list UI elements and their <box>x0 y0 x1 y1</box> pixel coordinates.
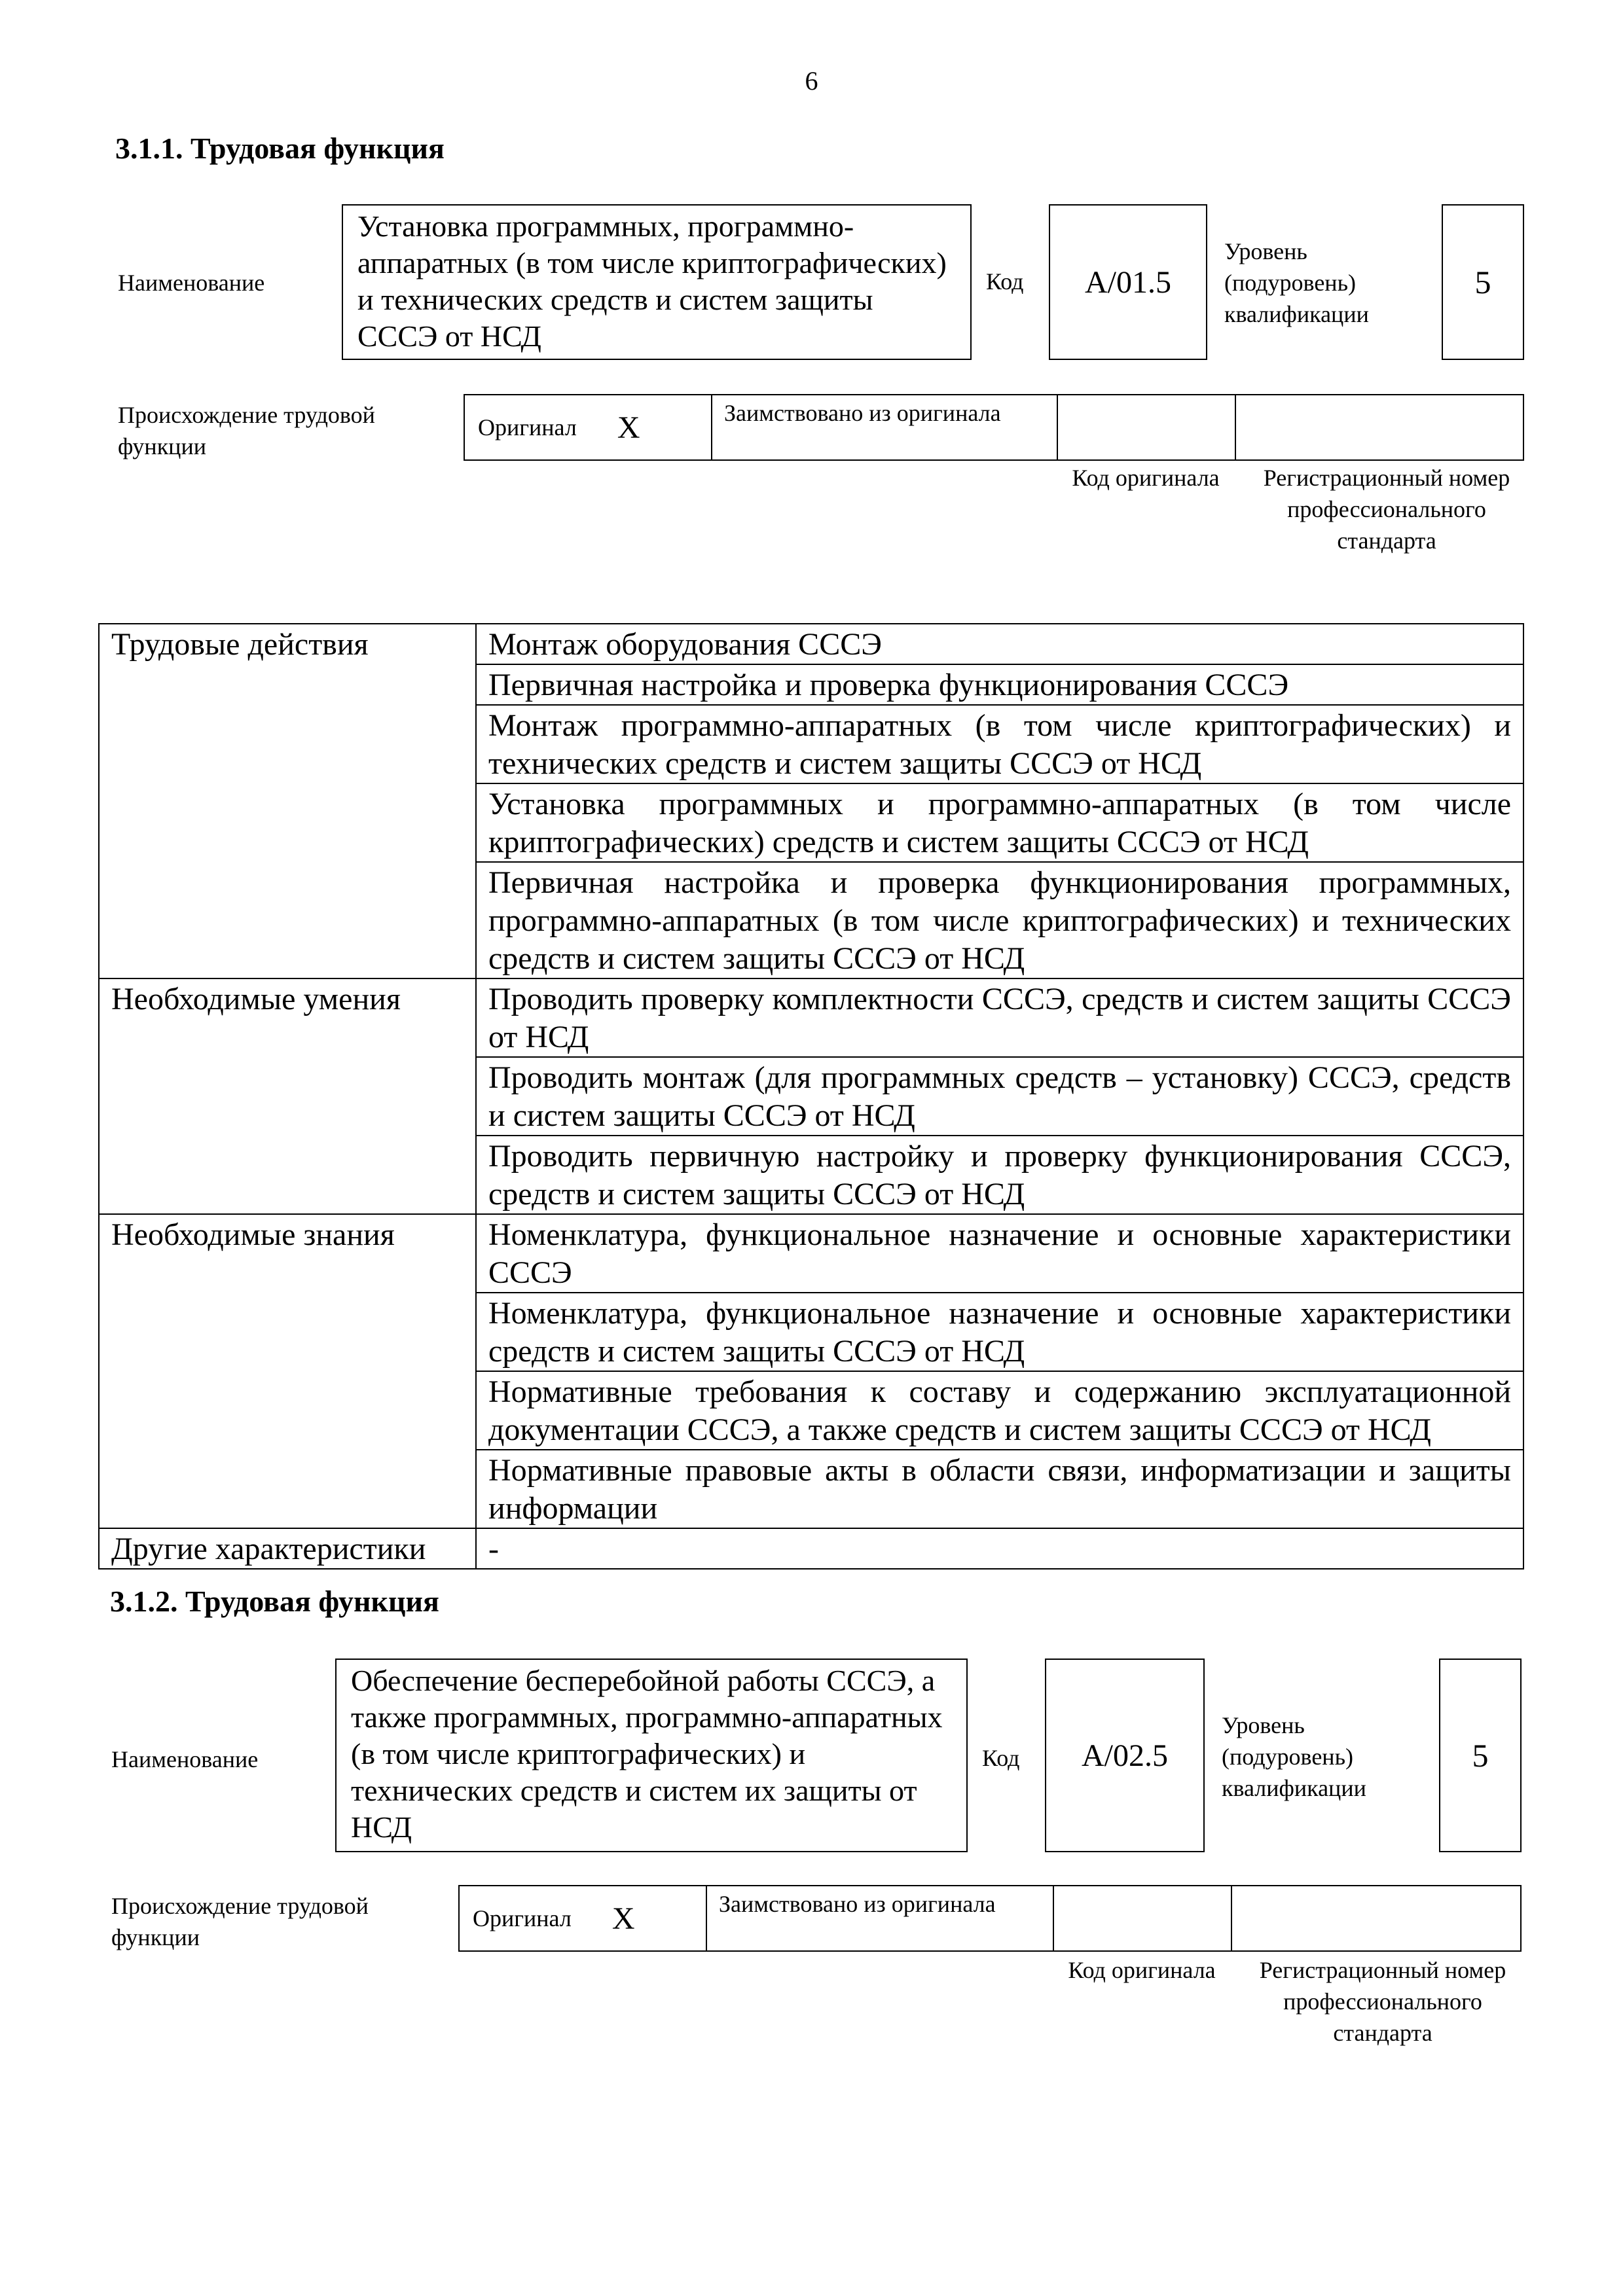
level-label-1: Уровень (подуровень) квалификации <box>1224 238 1369 327</box>
name-label-1: Наименование <box>118 270 265 296</box>
labor-function-table <box>98 623 1524 1570</box>
origin-label-1: Происхождение трудовой функции <box>118 402 375 459</box>
labor-action-item: Первичная настройка и проверка функционирования СССЭ <box>476 664 1523 705</box>
skill-item: Проводить монтаж (для программных средств – установку) СССЭ, средств и систем защиты СССЭ от НСД <box>476 1057 1523 1136</box>
skills-label: Необходимые умения <box>99 978 476 1214</box>
section-title-2: 3.1.2. Трудовая функция <box>110 1585 439 1618</box>
knowledge-item: Нормативные требования к составу и содержанию эксплуатационной документации СССЭ, а также средств и систем защиты СССЭ от НСД <box>476 1371 1523 1450</box>
origin-row-1 <box>464 394 1524 461</box>
function-name-box-1: Установка программных, программно-аппаратных (в том числе криптографических) и технических средств и систем защиты СССЭ от НСД <box>342 204 972 360</box>
knowledge-item: Номенклатура, функциональное назначение и основные характеристики средств и систем защиты СССЭ от НСД <box>476 1293 1523 1371</box>
original-label-1: Оригинал <box>478 414 577 440</box>
knowledge-item: Нормативные правовые акты в области связи, информатизации и защиты информации <box>476 1450 1523 1528</box>
reg-number-caption-2: Регистрационный номер профессионального стандарта <box>1259 1957 1506 2046</box>
original-cell-2 <box>460 1886 707 1950</box>
other-characteristics-value: - <box>476 1528 1523 1569</box>
level-label-2: Уровень (подуровень) квалификации <box>1222 1712 1366 1801</box>
knowledge-label: Необходимые знания <box>99 1214 476 1528</box>
function-name-box-2: Обеспечение бесперебойной работы СССЭ, а также программных, программно-аппаратных (в том числе криптографических) и технических средств и систем их защиты от НСД <box>335 1659 968 1852</box>
name-label-2: Наименование <box>111 1746 259 1772</box>
reg-number-caption-1: Регистрационный номер профессионального стандарта <box>1263 465 1510 554</box>
level-value-box-2: 5 <box>1439 1659 1522 1852</box>
labor-action-item: Монтаж оборудования СССЭ <box>476 624 1523 664</box>
code-value-box-2: А/02.5 <box>1045 1659 1205 1852</box>
labor-actions-label: Трудовые действия <box>99 624 476 978</box>
labor-action-item: Установка программных и программно-аппаратных (в том числе криптографических) средств и систем защиты СССЭ от НСД <box>476 783 1523 862</box>
page-number: 6 <box>805 66 818 96</box>
original-cell-1 <box>465 395 712 459</box>
borrowed-cell-2: Заимствовано из оригинала <box>707 1886 1054 1950</box>
labor-action-item: Монтаж программно-аппаратных (в том числе криптографических) и технических средств и систем защиты СССЭ от НСД <box>476 705 1523 783</box>
borrowed-cell-1: Заимствовано из оригинала <box>712 395 1058 459</box>
code-original-cell-1 <box>1058 395 1236 459</box>
origin-label-2: Происхождение трудовой функции <box>111 1893 369 1950</box>
code-value-box-1: А/01.5 <box>1049 204 1207 360</box>
knowledge-item: Номенклатура, функциональное назначение и основные характеристики СССЭ <box>476 1214 1523 1293</box>
original-label-2: Оригинал <box>473 1905 572 1931</box>
reg-number-cell-2 <box>1232 1886 1520 1950</box>
code-label-2: Код <box>982 1745 1020 1771</box>
origin-row-2 <box>458 1885 1522 1952</box>
labor-action-item: Первичная настройка и проверка функционирования программных, программно-аппаратных (в том числе криптографических) и технических средств и систем защиты СССЭ от НСД <box>476 862 1523 978</box>
level-value-box-1: 5 <box>1442 204 1524 360</box>
code-original-cell-2 <box>1054 1886 1232 1950</box>
code-original-caption-2: Код оригинала <box>1068 1957 1216 1983</box>
code-original-caption-1: Код оригинала <box>1072 465 1220 491</box>
code-label-1: Код <box>986 268 1024 295</box>
original-mark-1: X <box>617 410 640 445</box>
reg-number-cell-1 <box>1236 395 1523 459</box>
other-characteristics-label: Другие характеристики <box>99 1528 476 1569</box>
original-mark-2: X <box>611 1901 635 1936</box>
section-title-1: 3.1.1. Трудовая функция <box>115 132 445 165</box>
skill-item: Проводить проверку комплектности СССЭ, средств и систем защиты СССЭ от НСД <box>476 978 1523 1057</box>
skill-item: Проводить первичную настройку и проверку функционирования СССЭ, средств и систем защиты СССЭ от НСД <box>476 1136 1523 1214</box>
